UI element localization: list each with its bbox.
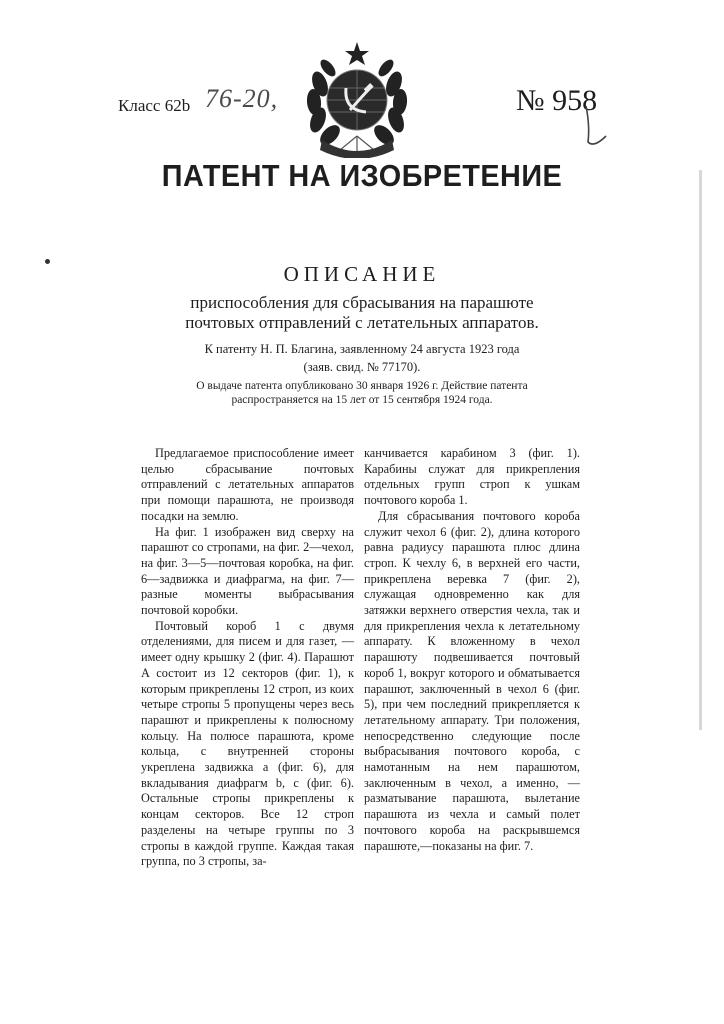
handwritten-class-note: 76-20,: [205, 84, 279, 113]
validity-line: распространяется на 15 лет от 15 сентября 1924 года.: [231, 394, 493, 406]
patent-title: ПАТЕНТ НА ИЗОБРЕТЕНИЕ: [161, 158, 563, 193]
issue-date-line: О выдаче патента опубликовано 30 января 1926 г. Действие патента: [196, 380, 528, 392]
left-column: [141, 446, 354, 870]
subtitle-line-2: почтовых отправлений с летательных аппаратов.: [185, 313, 539, 332]
handwritten-mark-icon: [580, 104, 610, 158]
patent-holder-line: К патенту Н. П. Благина, заявленному 24 августа 1923 года: [204, 342, 520, 356]
class-label: Класс 62b: [118, 96, 191, 115]
paragraph: На фиг. 1 изображен вид сверху на парашют со стропами, на фиг. 2—чехол, на фиг. 3—5—почтовая коробка, на фиг. 6—задвижка и диафрагма, на фиг. 7—разные моменты выбрасывания почтовой коробки.: [141, 524, 354, 618]
paragraph: Почтовый короб 1 с двумя отделениями, для писем и для газет, — имеет одну крышку 2 (фиг. 4). Парашют A состоит из 12 секторов (фиг. 1), к которым прикреплены 12 строп, из коих четыре стропы 5 пропущены через весь парашют и прикреплены к полюсному кольцу. На полюсе парашюта, кроме кольца, с внутренней стороны укреплена задвижка a (фиг. 6), для вкладывания диафрагм b, c (фиг. 6). Остальные стропы прикреплены к концам секторов. Все 12 строп разделены на четыре группы по 3 стропы в каждой группе. Каждая такая группа, по 3 стропы, за-: [141, 618, 354, 869]
right-column: [364, 446, 580, 854]
paragraph: Для сбрасывания почтового короба служит чехол 6 (фиг. 2), длина которого равна радиусу парашюта плюс длина строп. К чехлу 6, в верхней его части, прикреплена веревка 7 (фиг. 2), служащая одновременно как для затяжки верхнего отверстия чехла, так и для прикрепления чехла к летательному аппарату. К вложенному в чехол парашюту подвешивается почтовый короб 1, вокруг которого и обматывается парашют, заключенный в чехол 6 (фиг. 5), при чем последний прикрепляется к летательному аппарату. Три положения, непосредственно следующие после выбрасывания почтового короба, с намотанным на нем парашютом, заключенным в чехол, а именно, — разматывание парашюта, вылетание парашюта из чехла и самый полет почтового короба на раскрывшемся парашюте,—показаны на фиг. 7.: [364, 508, 580, 853]
patent-number: № 958: [516, 84, 598, 117]
paragraph: канчивается карабином 3 (фиг. 1). Карабины служат для прикрепления отдельных групп строп к ушкам почтового короба 1.: [364, 446, 580, 508]
scan-edge-shadow: [699, 170, 702, 730]
paragraph: Предлагаемое приспособление имеет целью сбрасывание почтовых отправлений с летательных аппаратов при помощи парашюта, не производя посадки на землю.: [141, 446, 354, 523]
description-heading: ОПИСАНИЕ: [283, 262, 441, 286]
subtitle-line-1: приспособления для сбрасывания на парашюте: [190, 293, 534, 312]
ussr-emblem-icon: [298, 40, 416, 158]
application-number-line: (заяв. свид. № 77170).: [303, 360, 421, 374]
